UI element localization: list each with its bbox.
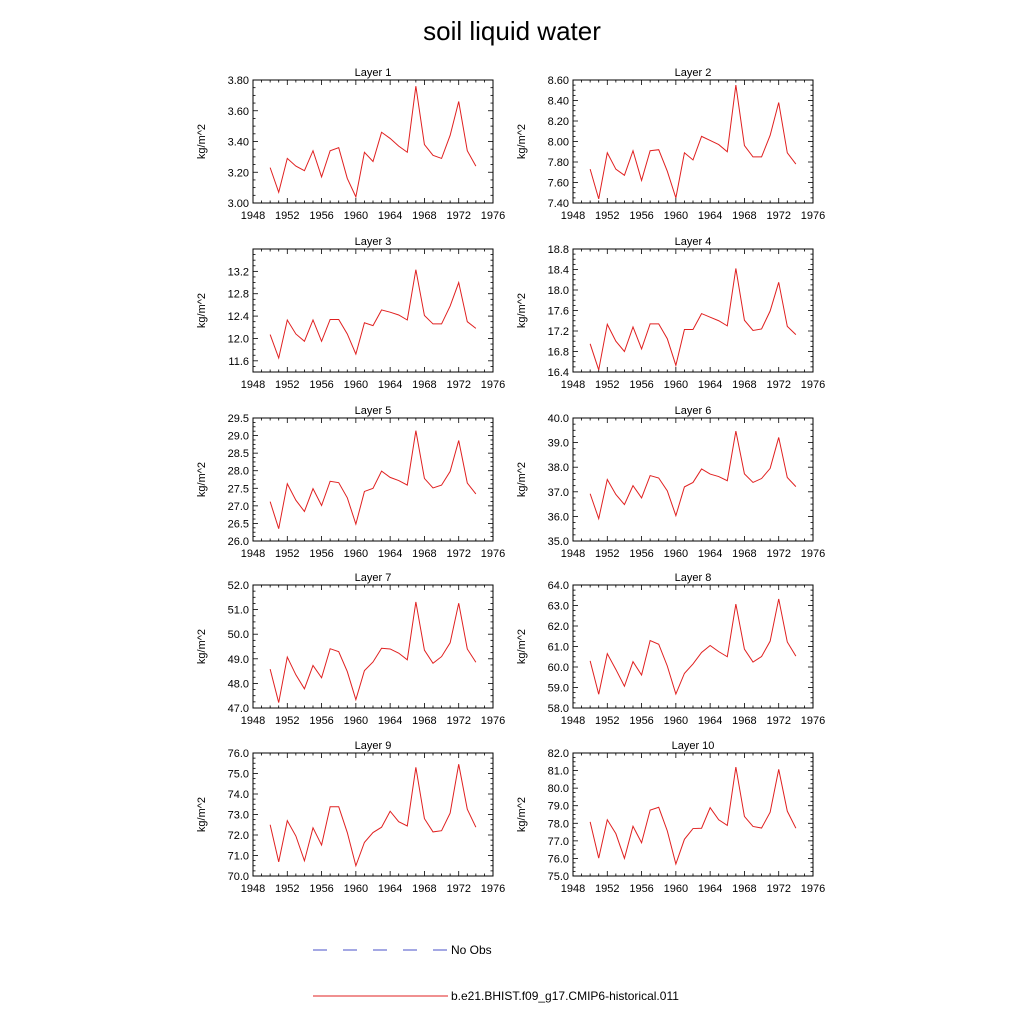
panel-layer-4: [516, 236, 825, 391]
y-axis-label: kg/m^2: [516, 628, 528, 665]
y-tick-label: 27.0: [227, 500, 249, 513]
y-tick-label: 50.0: [227, 629, 249, 642]
y-tick-label: 17.2: [547, 326, 569, 338]
panel-title: Layer 8: [674, 572, 712, 584]
series-line: [590, 268, 796, 369]
y-tick-label: 75.0: [227, 768, 249, 781]
plot-frame: [573, 753, 813, 876]
y-axis-label: kg/m^2: [196, 123, 208, 160]
x-tick-label: 1960: [343, 883, 369, 895]
x-tick-label: 1964: [377, 883, 403, 895]
y-tick-label: 72.0: [227, 830, 249, 842]
x-tick-label: 1964: [697, 210, 723, 222]
y-tick-label: 17.6: [547, 305, 569, 318]
plot-frame: [253, 418, 493, 541]
y-tick-label: 49.0: [227, 653, 249, 666]
y-tick-label: 52.0: [227, 580, 249, 592]
y-tick-label: 3.20: [227, 167, 249, 180]
x-tick-label: 1956: [629, 715, 654, 727]
panel-layer-3: [196, 236, 505, 391]
y-tick-label: 59.0: [547, 682, 569, 695]
x-tick-label: 1964: [697, 715, 723, 727]
y-tick-label: 3.80: [227, 75, 249, 87]
x-tick-label: 1972: [446, 548, 471, 560]
x-tick-label: 1976: [480, 379, 506, 391]
plot-frame: [253, 585, 493, 708]
series-line: [590, 599, 796, 694]
x-tick-label: 1952: [275, 883, 300, 895]
x-tick-label: 1968: [412, 715, 437, 727]
y-tick-label: 79.0: [547, 800, 569, 813]
x-tick-label: 1976: [480, 210, 506, 222]
y-tick-label: 29.0: [227, 430, 249, 443]
x-tick-label: 1952: [595, 379, 620, 391]
x-tick-label: 1956: [309, 883, 334, 895]
series-line: [270, 270, 476, 358]
x-tick-label: 1952: [595, 548, 620, 560]
x-tick-label: 1948: [560, 210, 586, 222]
y-tick-label: 26.5: [227, 518, 249, 531]
x-tick-label: 1968: [412, 379, 437, 391]
panel-layer-10: [516, 740, 825, 895]
y-tick-label: 12.4: [227, 311, 249, 324]
y-axis-label: kg/m^2: [196, 628, 208, 665]
x-tick-label: 1976: [800, 548, 826, 560]
panel-title: Layer 7: [354, 572, 392, 584]
y-tick-label: 75.0: [547, 871, 569, 883]
panel-title: Layer 5: [354, 405, 392, 417]
panel-layer-1: [196, 67, 505, 222]
y-tick-label: 29.5: [227, 413, 249, 425]
x-tick-label: 1972: [446, 210, 471, 222]
x-tick-label: 1968: [732, 715, 757, 727]
y-tick-label: 81.0: [547, 765, 569, 778]
y-tick-label: 36.0: [547, 511, 569, 524]
series-line: [270, 431, 476, 529]
y-tick-label: 8.20: [547, 116, 569, 128]
legend-model-label: b.e21.BHIST.f09_g17.CMIP6-historical.011: [451, 989, 679, 1003]
panel-layer-5: [196, 405, 505, 560]
x-tick-label: 1964: [697, 379, 723, 391]
plot-frame: [253, 249, 493, 372]
series-line: [270, 764, 476, 865]
x-tick-label: 1960: [663, 715, 689, 727]
x-tick-label: 1976: [800, 883, 826, 895]
x-tick-label: 1956: [629, 379, 654, 391]
y-tick-label: 7.40: [547, 198, 569, 210]
x-tick-label: 1960: [663, 548, 689, 560]
panel-title: Layer 9: [354, 740, 392, 752]
y-tick-label: 80.0: [547, 783, 569, 796]
y-tick-label: 3.00: [227, 198, 249, 210]
x-tick-label: 1964: [377, 715, 403, 727]
y-tick-label: 12.0: [227, 333, 249, 346]
y-axis-label: kg/m^2: [516, 292, 528, 329]
x-tick-label: 1968: [412, 548, 437, 560]
y-tick-label: 60.0: [547, 662, 569, 674]
x-tick-label: 1972: [766, 715, 791, 727]
series-line: [590, 767, 796, 864]
panel-title: Layer 3: [354, 236, 392, 248]
y-tick-label: 26.0: [227, 536, 249, 548]
y-tick-label: 12.8: [227, 288, 249, 301]
x-tick-label: 1952: [595, 883, 620, 895]
panel-title: Layer 2: [674, 67, 712, 79]
x-tick-label: 1972: [766, 210, 791, 222]
x-tick-label: 1968: [732, 379, 757, 391]
legend-no-obs-label: No Obs: [451, 943, 492, 957]
y-tick-label: 37.0: [547, 486, 569, 499]
y-tick-label: 39.0: [547, 437, 569, 450]
y-tick-label: 64.0: [547, 580, 569, 592]
y-tick-label: 78.0: [547, 818, 569, 831]
y-tick-label: 48.0: [227, 678, 249, 691]
x-tick-label: 1956: [629, 210, 654, 222]
x-tick-label: 1960: [663, 883, 689, 895]
y-tick-label: 18.0: [547, 285, 569, 297]
y-axis-label: kg/m^2: [516, 796, 528, 833]
y-tick-label: 47.0: [227, 703, 249, 715]
x-tick-label: 1972: [446, 715, 471, 727]
panel-title: Layer 4: [674, 236, 712, 248]
x-tick-label: 1972: [766, 883, 791, 895]
y-axis-label: kg/m^2: [196, 796, 208, 833]
y-tick-label: 62.0: [547, 621, 569, 633]
series-line: [590, 431, 796, 519]
x-tick-label: 1960: [343, 210, 369, 222]
x-tick-label: 1960: [663, 210, 689, 222]
plot-frame: [573, 249, 813, 372]
y-tick-label: 16.8: [547, 346, 569, 359]
panels-grid: [196, 67, 825, 895]
y-tick-label: 38.0: [547, 462, 569, 475]
x-tick-label: 1968: [412, 210, 437, 222]
y-tick-label: 71.0: [227, 850, 249, 863]
y-tick-label: 73.0: [227, 809, 249, 822]
x-tick-label: 1948: [560, 379, 586, 391]
x-tick-label: 1960: [343, 715, 369, 727]
panel-title: Layer 6: [674, 405, 712, 417]
x-tick-label: 1948: [560, 883, 586, 895]
x-tick-label: 1948: [240, 883, 266, 895]
y-tick-label: 74.0: [227, 789, 249, 801]
y-tick-label: 82.0: [547, 748, 569, 760]
x-tick-label: 1976: [800, 210, 826, 222]
y-tick-label: 7.80: [547, 157, 569, 169]
y-tick-label: 28.5: [227, 448, 249, 461]
x-tick-label: 1952: [275, 210, 300, 222]
y-tick-label: 8.40: [547, 95, 569, 108]
x-tick-label: 1948: [240, 379, 266, 391]
y-tick-label: 40.0: [547, 413, 569, 425]
x-tick-label: 1952: [275, 715, 300, 727]
series-line: [270, 602, 476, 703]
x-tick-label: 1972: [446, 883, 471, 895]
x-tick-label: 1948: [560, 715, 586, 727]
x-tick-label: 1948: [240, 715, 266, 727]
panel-title: Layer 1: [354, 67, 392, 79]
y-tick-label: 18.8: [547, 244, 569, 256]
x-tick-label: 1976: [480, 715, 506, 727]
x-tick-label: 1952: [275, 548, 300, 560]
x-tick-label: 1972: [766, 548, 791, 560]
x-tick-label: 1964: [697, 883, 723, 895]
panel-layer-8: [516, 572, 825, 727]
y-tick-label: 7.60: [547, 177, 569, 190]
y-tick-label: 70.0: [227, 871, 249, 883]
y-tick-label: 11.6: [228, 355, 249, 368]
x-tick-label: 1964: [377, 548, 403, 560]
panel-layer-7: [196, 572, 505, 727]
series-line: [590, 85, 796, 199]
y-tick-label: 18.4: [547, 264, 569, 277]
x-tick-label: 1968: [732, 210, 757, 222]
figure-title: soil liquid water: [423, 16, 601, 46]
x-tick-label: 1964: [377, 210, 403, 222]
y-tick-label: 58.0: [547, 703, 569, 715]
series-line: [270, 86, 476, 197]
x-tick-label: 1948: [560, 548, 586, 560]
x-tick-label: 1968: [732, 883, 757, 895]
y-axis-label: kg/m^2: [516, 123, 528, 160]
plot-frame: [573, 585, 813, 708]
panel-title: Layer 10: [671, 740, 715, 752]
x-tick-label: 1956: [309, 379, 334, 391]
x-tick-label: 1956: [309, 210, 334, 222]
y-tick-label: 76.0: [227, 748, 249, 760]
y-tick-label: 28.0: [227, 465, 249, 478]
y-tick-label: 51.0: [227, 604, 249, 617]
plot-frame: [573, 418, 813, 541]
y-tick-label: 27.5: [227, 483, 249, 496]
y-tick-label: 8.60: [547, 75, 569, 87]
legend: [313, 943, 679, 1003]
x-tick-label: 1952: [595, 715, 620, 727]
panel-layer-6: [516, 405, 825, 560]
plot-frame: [573, 80, 813, 203]
y-axis-label: kg/m^2: [196, 292, 208, 329]
x-tick-label: 1968: [732, 548, 757, 560]
x-tick-label: 1952: [595, 210, 620, 222]
y-tick-label: 77.0: [547, 835, 569, 848]
y-tick-label: 8.00: [547, 136, 569, 149]
y-tick-label: 16.4: [547, 367, 569, 379]
x-tick-label: 1976: [480, 548, 506, 560]
panel-layer-2: [516, 67, 825, 222]
y-tick-label: 3.60: [227, 105, 249, 118]
y-axis-label: kg/m^2: [516, 461, 528, 498]
x-tick-label: 1948: [240, 548, 266, 560]
x-tick-label: 1960: [663, 379, 689, 391]
x-tick-label: 1956: [629, 548, 654, 560]
y-tick-label: 35.0: [547, 536, 569, 548]
y-tick-label: 13.2: [227, 266, 249, 279]
panel-layer-9: [196, 740, 505, 895]
x-tick-label: 1976: [800, 715, 826, 727]
x-tick-label: 1964: [377, 379, 403, 391]
y-axis-label: kg/m^2: [196, 461, 208, 498]
x-tick-label: 1976: [480, 883, 506, 895]
plot-frame: [253, 80, 493, 203]
x-tick-label: 1964: [697, 548, 723, 560]
x-tick-label: 1968: [412, 883, 437, 895]
y-tick-label: 63.0: [547, 600, 569, 613]
x-tick-label: 1972: [446, 379, 471, 391]
y-tick-label: 61.0: [547, 641, 569, 654]
x-tick-label: 1948: [240, 210, 266, 222]
y-tick-label: 76.0: [547, 853, 569, 866]
x-tick-label: 1960: [343, 379, 369, 391]
x-tick-label: 1960: [343, 548, 369, 560]
y-tick-label: 3.40: [227, 136, 249, 149]
x-tick-label: 1952: [275, 379, 300, 391]
x-tick-label: 1972: [766, 379, 791, 391]
x-tick-label: 1956: [309, 548, 334, 560]
x-tick-label: 1976: [800, 379, 826, 391]
x-tick-label: 1956: [309, 715, 334, 727]
x-tick-label: 1956: [629, 883, 654, 895]
